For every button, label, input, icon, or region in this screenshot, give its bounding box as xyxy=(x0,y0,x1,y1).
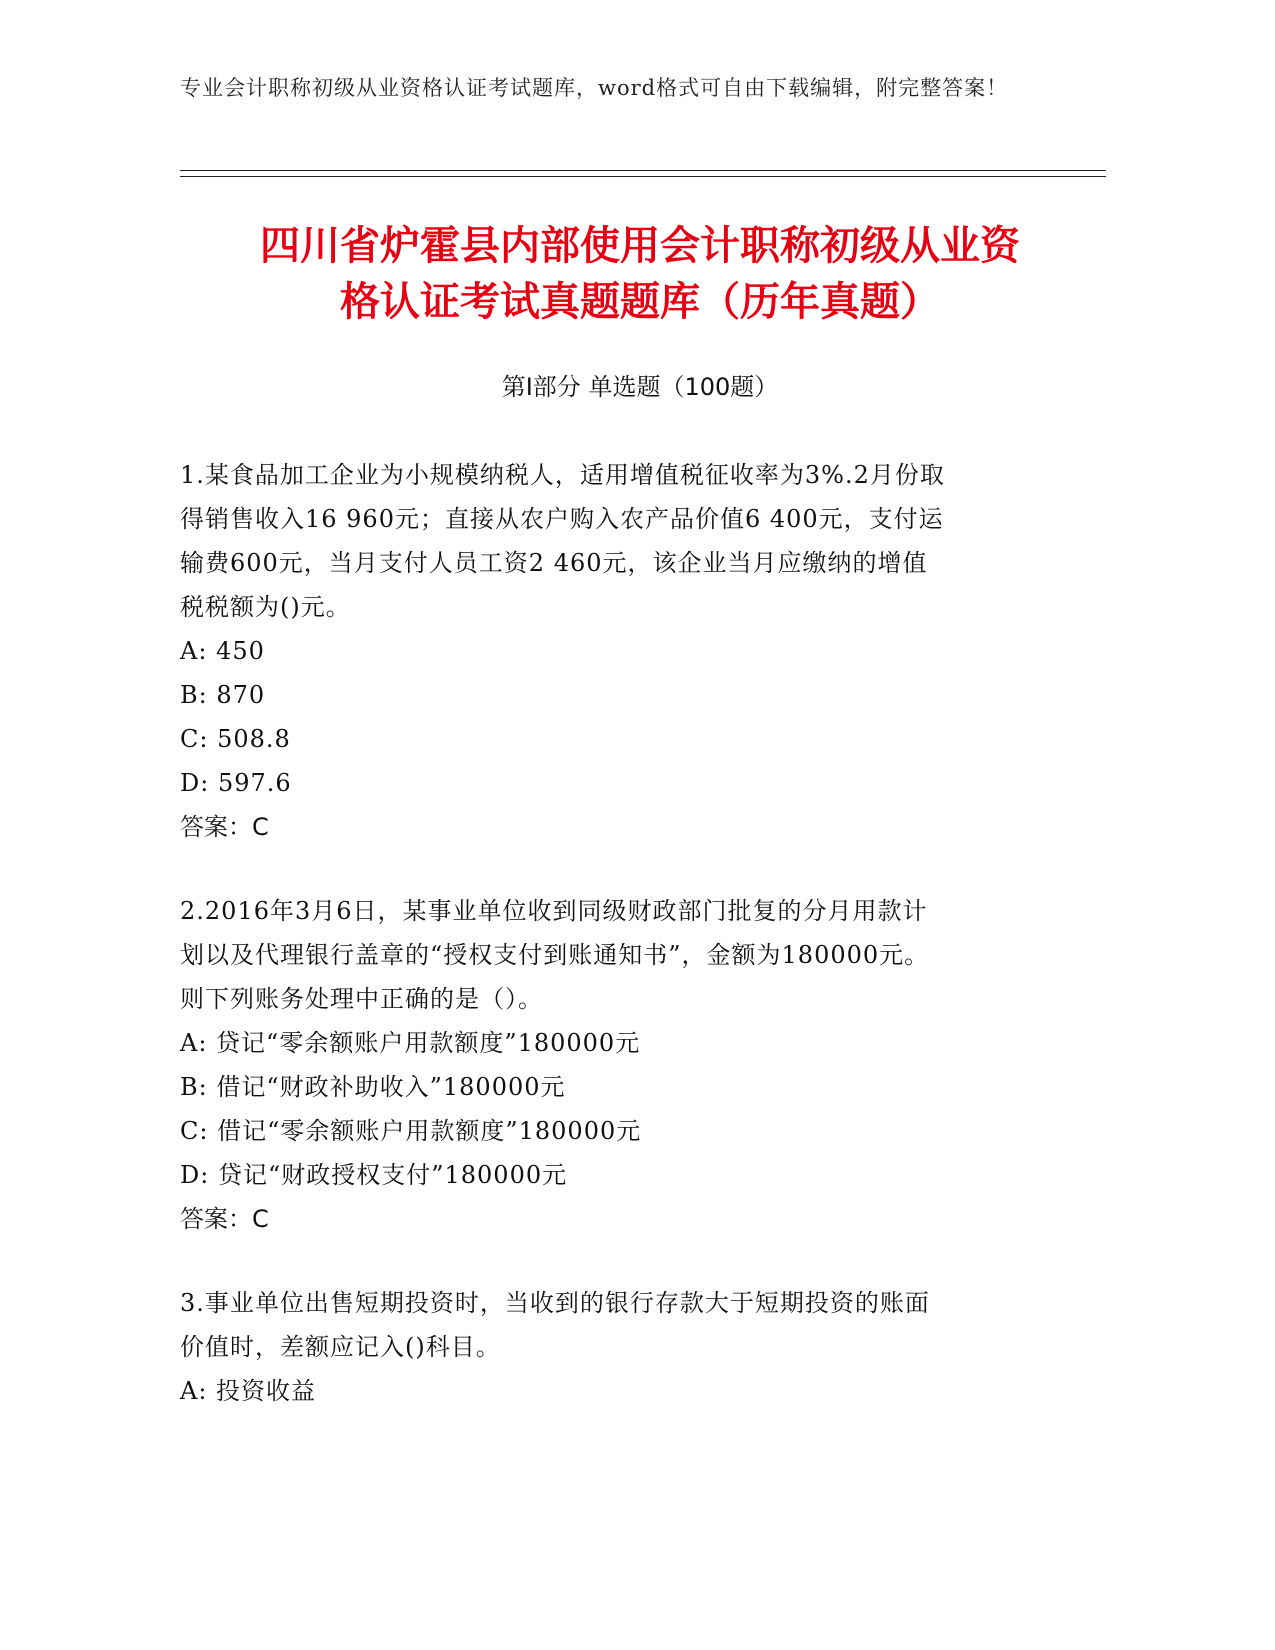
question-stem-line: 1.某食品加工企业为小规模纳税人，适用增值税征收率为3%.2月份取 xyxy=(180,461,945,489)
document-title-line-1: 四川省炉霍县内部使用会计职称初级从业资 xyxy=(260,223,1020,269)
option-a: A: 450 xyxy=(180,637,265,665)
question-2 xyxy=(180,889,1040,1241)
question-list xyxy=(180,453,1040,1453)
option-a: A: 贷记“零余额账户用款额度”180000元 xyxy=(180,1029,641,1057)
option-b: B: 870 xyxy=(180,681,266,709)
answer-label: 答案：C xyxy=(180,1205,269,1233)
question-stem-line: 则下列账务处理中正确的是（）。 xyxy=(180,985,543,1013)
option-b: B: 借记“财政补助收入”180000元 xyxy=(180,1073,566,1101)
question-3 xyxy=(180,1281,1040,1413)
header-note: 专业会计职称初级从业资格认证考试题库，word格式可自由下载编辑，附完整答案！ xyxy=(180,76,1009,100)
question-1 xyxy=(180,453,1040,849)
question-stem-line: 得销售收入16 960元；直接从农户购入农产品价值6 400元，支付运 xyxy=(180,505,944,533)
option-d: D: 597.6 xyxy=(180,769,292,797)
question-stem-line: 3.事业单位出售短期投资时，当收到的银行存款大于短期投资的账面 xyxy=(180,1289,930,1317)
question-stem xyxy=(180,453,1030,629)
header-divider xyxy=(180,170,1106,177)
option-c: C: 508.8 xyxy=(180,725,291,753)
answer-label: 答案：C xyxy=(180,813,269,841)
question-stem-line: 2.2016年3月6日，某事业单位收到同级财政部门批复的分月用款计 xyxy=(180,897,928,925)
option-d: D: 贷记“财政授权支付”180000元 xyxy=(180,1161,568,1189)
section-title: 第Ⅰ部分 单选题（100题） xyxy=(501,373,779,401)
option-a: A: 投资收益 xyxy=(180,1377,317,1405)
question-stem-line: 输费600元，当月支付人员工资2 460元，该企业当月应缴纳的增值 xyxy=(180,549,928,577)
question-stem-line: 价值时，差额应记入()科目。 xyxy=(180,1333,501,1361)
option-c: C: 借记“零余额账户用款额度”180000元 xyxy=(180,1117,642,1145)
document-title xyxy=(180,218,1100,330)
question-stem-line: 划以及代理银行盖章的“授权支付到账通知书”，金额为180000元。 xyxy=(180,941,930,969)
question-stem-line: 税税额为()元。 xyxy=(180,593,351,621)
document-title-line-2: 格认证考试真题题库（历年真题） xyxy=(340,279,940,325)
question-stem xyxy=(180,889,1040,1021)
question-stem xyxy=(180,1281,1040,1369)
